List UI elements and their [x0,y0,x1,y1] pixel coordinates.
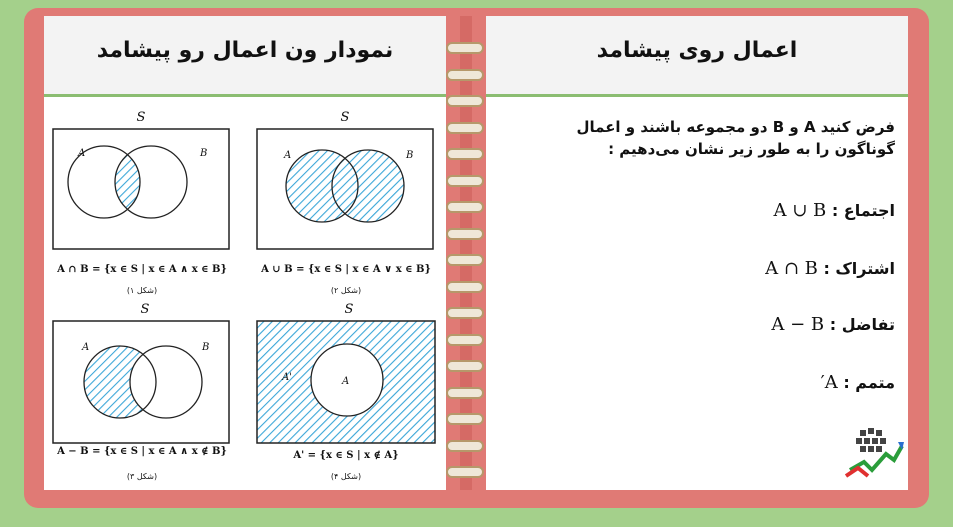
op-union-expr: A ∪ B [773,200,827,221]
venn2-b: B [406,150,414,161]
op-union-label: اجتماع : [831,201,895,220]
venn1-set-label: S [136,110,146,125]
spiral-ring [446,42,484,54]
left-page-title: نمودار ون اعمال رو پیشامد [96,38,394,63]
venn1-a: A [78,148,86,159]
op-difference-label: تفاضل : [829,315,895,334]
op-intersection [765,258,895,280]
spiral-ring [446,175,484,187]
venn2-a: A [284,150,292,161]
spiral-ring [446,307,484,319]
venn4-caption: (شکل ۴) [330,472,362,481]
venn4-complement-label: A' [282,372,292,383]
op-complement-label: متمم : [843,373,895,392]
op-complement [821,372,895,394]
venn4-a: A [342,376,350,387]
spiral-ring [446,201,484,213]
venn2-formula: A ∪ B = {x ∈ S | x ∈ A ∨ x ∈ B} [261,264,431,275]
op-intersection-expr: A ∩ B [765,258,818,279]
venn4-formula: A' = {x ∈ S | x ∉ A} [293,450,399,461]
op-difference [771,314,895,336]
spiral-ring [446,281,484,293]
right-page-title: اعمال روی پیشامد [596,38,798,63]
venn4-set-label: S [344,302,354,317]
op-intersection-label: اشتراک : [823,259,895,278]
intro-text: فرض کنید A و B دو مجموعه باشند و اعمال گوناگون را به طور زیر نشان می‌دهیم : [576,118,895,158]
venn3-b: B [202,342,210,353]
spiral-ring [446,148,484,160]
left-header-line [44,94,446,97]
spiral-ring [446,334,484,346]
venn1-b: B [200,148,208,159]
venn1-formula: A ∩ B = {x ∈ S | x ∈ A ∧ x ∈ B} [57,264,227,275]
venn3-set-label: S [140,302,150,317]
venn3-caption: (شکل ۳) [126,472,158,481]
brand-logo [842,424,906,486]
op-union [773,200,895,222]
spiral-ring [446,228,484,240]
venn3-a: A [82,342,90,353]
venn2-caption: (شکل ۲) [330,286,362,295]
spiral-ring [446,440,484,452]
venn2-set-label: S [340,110,350,125]
spiral-ring [446,360,484,372]
spiral-ring [446,69,484,81]
op-difference-expr: A − B [771,314,825,335]
spiral-ring [446,387,484,399]
spiral-ring [446,413,484,425]
logo-icon [842,424,906,486]
spiral-ring [446,466,484,478]
spiral-ring [446,122,484,134]
spiral-ring [446,95,484,107]
spiral-ring [446,254,484,266]
venn3-svg [52,320,230,452]
venn1-caption: (شکل ۱) [126,286,158,295]
op-complement-expr: A′ [820,372,838,393]
right-header-line [486,94,908,97]
venn3-formula: A − B = {x ∈ S | x ∈ A ∧ x ∉ B} [57,446,227,457]
